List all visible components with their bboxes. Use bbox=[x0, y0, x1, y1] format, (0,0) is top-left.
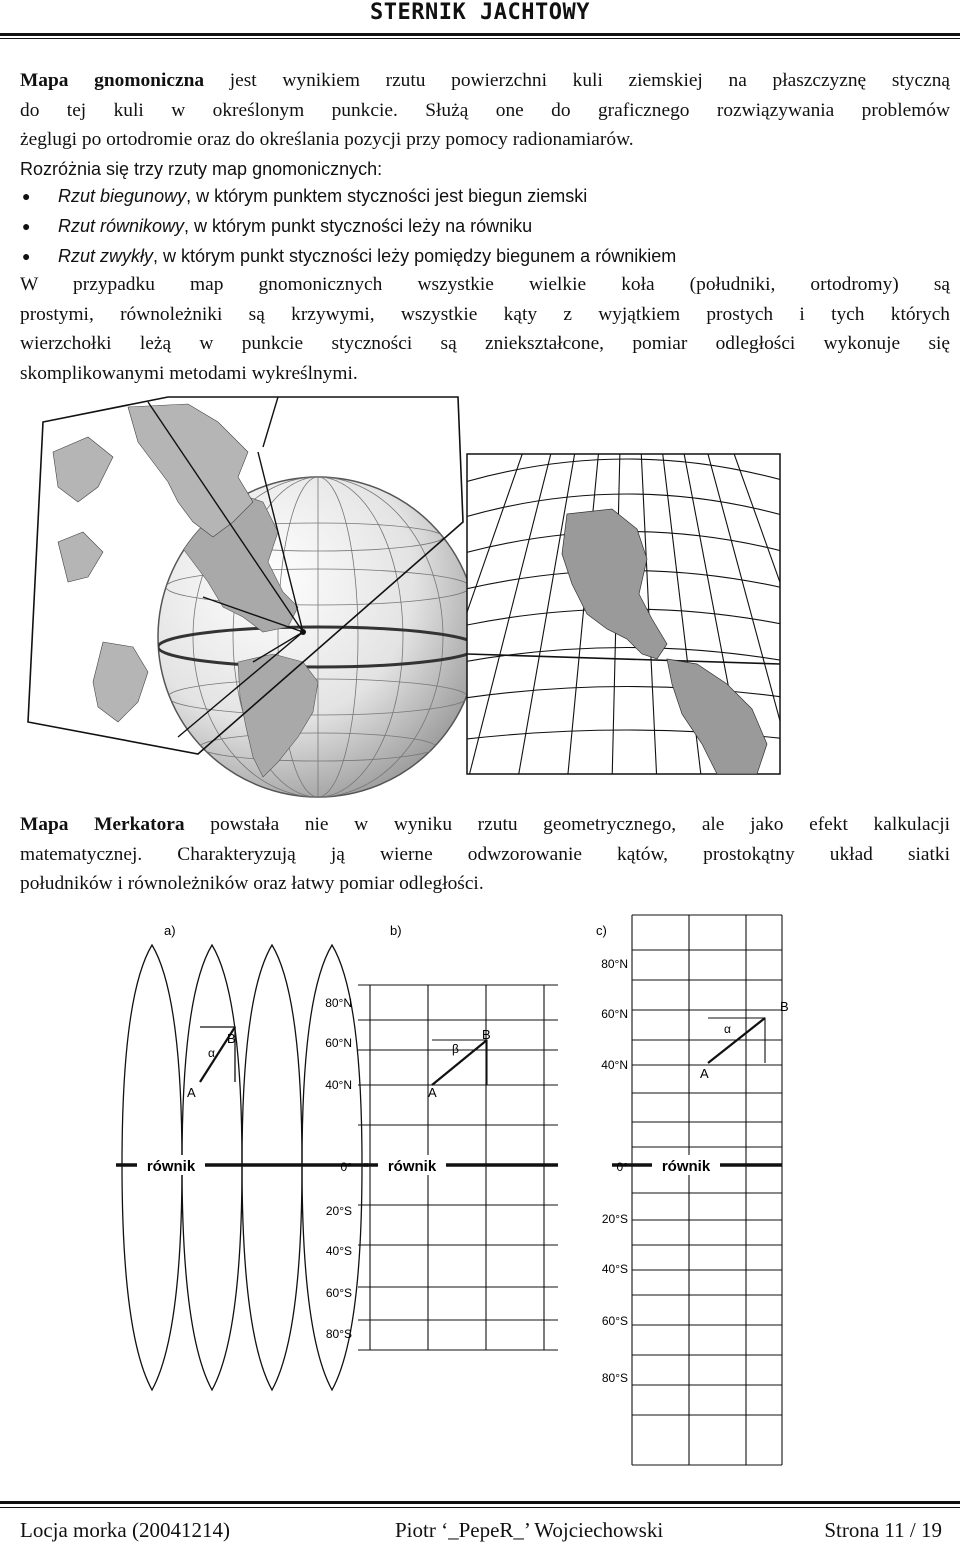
page-header-title: STERNIK JACHTOWY bbox=[370, 0, 590, 25]
svg-text:60°S: 60°S bbox=[325, 1286, 352, 1300]
header-rule bbox=[0, 33, 960, 36]
panel-b-point-a: A bbox=[428, 1085, 437, 1100]
svg-text:40°S: 40°S bbox=[325, 1244, 352, 1258]
globe-tangent-plane-figure bbox=[18, 392, 463, 777]
footer-rule bbox=[0, 1501, 960, 1504]
panel-c bbox=[632, 915, 782, 1465]
panel-a-label: a) bbox=[164, 923, 176, 938]
footer-page-number: Strona 11 / 19 bbox=[824, 1518, 942, 1542]
svg-text:60°S: 60°S bbox=[601, 1314, 628, 1328]
panel-c-latitudes bbox=[601, 957, 628, 1385]
gnomonic-paragraph bbox=[20, 66, 950, 184]
panel-a-equator-label: równik bbox=[146, 1158, 196, 1175]
svg-text:80°N: 80°N bbox=[601, 957, 628, 971]
mercator-term: Mapa Merkatora bbox=[20, 814, 185, 835]
svg-text:40°N: 40°N bbox=[601, 1058, 628, 1072]
mercator-line-2: matematycznej. Charakteryzują ją wierne odwzorowanie kątów, prostokątny układ siatki bbox=[20, 843, 950, 865]
footer-left: Locja morka (20041214) bbox=[20, 1518, 230, 1542]
panel-b-point-b: B bbox=[482, 1027, 491, 1042]
svg-text:80°S: 80°S bbox=[601, 1371, 628, 1385]
panel-b-label: b) bbox=[390, 923, 402, 938]
tangent-point bbox=[300, 629, 306, 635]
svg-text:60°N: 60°N bbox=[325, 1036, 352, 1050]
svg-text:20°S: 20°S bbox=[601, 1212, 628, 1226]
panel-b-equator-label: równik bbox=[387, 1158, 437, 1175]
panel-b-angle-beta: β bbox=[452, 1042, 459, 1056]
mercator-line-1: Mapa Merkatora powstała nie w wyniku rzutu geometrycznego, ale jako efekt kalkulacji bbox=[20, 814, 950, 835]
list-item: ● Rzut równikowy , w którym punkt styczności leży na równiku bbox=[20, 211, 940, 241]
gnomonic-line-3: żeglugi po ortodromie oraz do określania pozycji przy pomocy radionamiarów. bbox=[20, 129, 634, 150]
svg-text:60°N: 60°N bbox=[601, 1007, 628, 1021]
svg-text:0°: 0° bbox=[616, 1160, 628, 1174]
panel-a-point-b: B bbox=[227, 1031, 236, 1046]
svg-text:80°N: 80°N bbox=[325, 996, 352, 1010]
panel-c-point-a: A bbox=[700, 1066, 709, 1081]
gnomonic-term: Mapa gnomoniczna bbox=[20, 70, 205, 91]
gnomonic-map-figure bbox=[467, 454, 780, 774]
panel-a-angle-alpha: α bbox=[208, 1046, 215, 1060]
mercator-paragraph bbox=[20, 810, 950, 899]
bullet-icon: ● bbox=[22, 248, 31, 264]
panel-b-latitudes bbox=[325, 996, 352, 1341]
list-item: ● Rzut zwykły , w którym punkt styczności leży pomiędzy biegunem a równikiem bbox=[20, 241, 940, 271]
footer-rule-thin bbox=[0, 1507, 960, 1508]
bullet-icon: ● bbox=[22, 188, 31, 204]
svg-text:80°S: 80°S bbox=[325, 1327, 352, 1341]
svg-text:0°: 0° bbox=[340, 1160, 352, 1174]
svg-text:40°N: 40°N bbox=[325, 1078, 352, 1092]
panel-a-point-a: A bbox=[187, 1085, 196, 1100]
gnomonic-intro: Rozróżnia się trzy rzuty map gnomonicznych: bbox=[20, 158, 383, 179]
svg-text:40°S: 40°S bbox=[601, 1262, 628, 1276]
list-item: ● Rzut biegunowy , w którym punktem styczności jest biegun ziemski bbox=[20, 181, 940, 211]
projection-list bbox=[20, 181, 940, 271]
gnomonic-paragraph-2: W przypadku map gnomonicznych wszystkie wielkie koła (południki, ortodromy) są prostymi, równoleżniki są krzywymi, wszystkie kąty z wyjątkiem prostych i tych których wierzchołki leżą w punkcie styczności są zniekształcone, pomiar odległości wykonuje się skomplikowanymi metodami wykreślnymi. bbox=[20, 274, 950, 384]
panel-c-equator-label: równik bbox=[661, 1158, 711, 1175]
svg-text:20°S: 20°S bbox=[325, 1204, 352, 1218]
gnomonic-line-2: do tej kuli w określonym punkcie. Służą one do graficznego rozwiązywania problemów bbox=[20, 99, 950, 121]
mercator-diagram bbox=[112, 915, 787, 1465]
panel-c-angle-alpha: α bbox=[724, 1022, 731, 1036]
header-rule-thin bbox=[0, 38, 960, 39]
gnomonic-line-1: Mapa gnomoniczna jest wynikiem rzutu powierzchni kuli ziemskiej na płaszczyznę styczną bbox=[20, 70, 950, 91]
panel-c-label: c) bbox=[596, 923, 607, 938]
bullet-icon: ● bbox=[22, 218, 31, 234]
mercator-line-3: południków i równoleżników oraz łatwy pomiar odległości. bbox=[20, 873, 484, 894]
panel-c-point-b: B bbox=[780, 999, 789, 1014]
footer-author: Piotr ‘_PepeR_’ Wojciechowski bbox=[395, 1518, 664, 1542]
